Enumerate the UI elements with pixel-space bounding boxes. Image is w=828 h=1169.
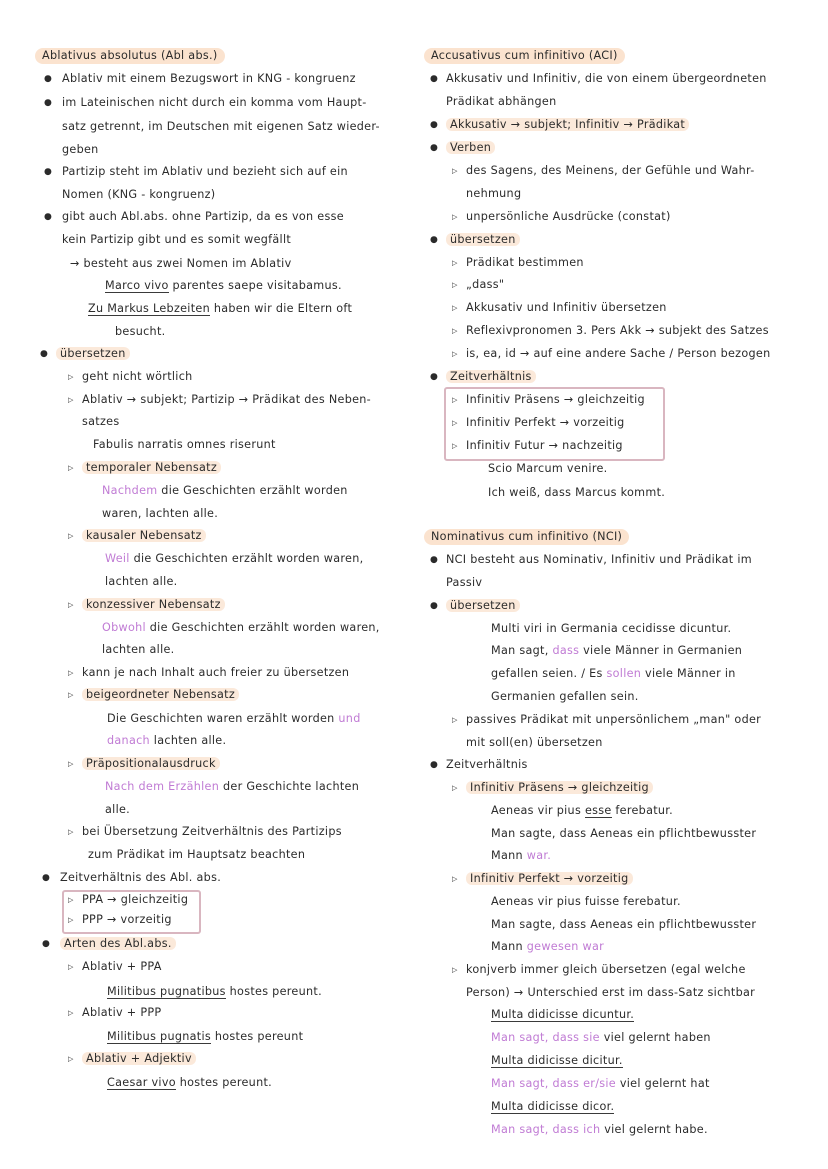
- heading-zeitverhaeltnis: Zeitverhältnis des Abl. abs.: [60, 871, 222, 884]
- note-line: Partizip steht im Ablativ und bezieht sich auf ein: [62, 165, 348, 178]
- example-latin: Fabulis narratis omnes riserunt: [93, 438, 276, 451]
- triangle-bullet: ▷: [68, 963, 74, 971]
- note-line: Infinitiv Futur → nachzeitig: [466, 439, 623, 452]
- example-german: Man sagt, dass ich viel gelernt habe.: [491, 1123, 708, 1136]
- example-latin: Aeneas vir pius esse ferebatur.: [491, 804, 674, 817]
- triangle-bullet: ▷: [452, 167, 458, 175]
- note-line: Akkusativ und Infinitiv übersetzen: [466, 301, 667, 314]
- example-german: Mann gewesen war: [491, 940, 605, 953]
- heading-ablativus-absolutus: Ablativus absolutus (Abl abs.): [35, 49, 225, 63]
- triangle-bullet: ▷: [68, 532, 74, 540]
- note-line: Ablativ mit einem Bezugswort in KNG - kongruenz: [62, 72, 356, 85]
- note-line: des Sagens, des Meinens, der Gefühle und Wahr-: [466, 164, 755, 177]
- note-line: „dass": [466, 278, 505, 291]
- triangle-bullet: ▷: [452, 281, 458, 289]
- example-german: Man sagt, dass viele Männer in Germanien: [491, 644, 743, 657]
- note-line: is, ea, id → auf eine andere Sache / Person bezogen: [466, 347, 771, 360]
- note-line: satz getrennt, im Deutschen mit eigenen Satz wieder-: [62, 120, 380, 133]
- triangle-bullet: ▷: [68, 396, 74, 404]
- bullet: ●: [430, 601, 438, 611]
- bullet: ●: [430, 143, 438, 153]
- note-line: lachten alle.: [102, 643, 175, 656]
- note-line: Infinitiv Präsens → gleichzeitig: [466, 393, 645, 406]
- note-line: Akkusativ und Infinitiv, die von einem übergeordneten: [446, 72, 767, 85]
- bullet: ●: [44, 212, 52, 222]
- heading-arten: Arten des Abl.abs.: [60, 937, 176, 951]
- triangle-bullet: ▷: [452, 327, 458, 335]
- triangle-bullet: ▷: [68, 1055, 74, 1063]
- heading-uebersetzen: übersetzen: [56, 347, 130, 361]
- example-german: Nach dem Erzählen der Geschichte lachten: [105, 780, 360, 793]
- note-line: Ablativ + PPP: [82, 1006, 162, 1019]
- note-line: lachten alle.: [105, 575, 178, 588]
- bullet: ●: [430, 120, 438, 130]
- example-german: Mann war.: [491, 849, 552, 862]
- example-latin: Scio Marcum venire.: [488, 462, 608, 475]
- subheading: konzessiver Nebensatz: [82, 598, 225, 612]
- note-line: Person) → Unterschied erst im dass-Satz sichtbar: [466, 986, 756, 999]
- note-line: zum Prädikat im Hauptsatz beachten: [88, 848, 306, 861]
- triangle-bullet: ▷: [68, 669, 74, 677]
- note-line: nehmung: [466, 187, 522, 200]
- example-latin: Marco vivo parentes saepe visitabamus.: [105, 279, 342, 292]
- subheading: übersetzen: [446, 233, 520, 247]
- subheading: übersetzen: [446, 599, 520, 613]
- bullet: ●: [430, 555, 438, 565]
- note-line: alle.: [105, 803, 131, 816]
- note-line: geht nicht wörtlich: [82, 370, 193, 383]
- example-german: Obwohl die Geschichten erzählt worden waren,: [102, 621, 380, 634]
- triangle-bullet: ▷: [452, 966, 458, 974]
- triangle-bullet: ▷: [452, 304, 458, 312]
- triangle-bullet: ▷: [452, 350, 458, 358]
- bullet: ●: [430, 74, 438, 84]
- note-line: kann je nach Inhalt auch freier zu übersetzen: [82, 666, 350, 679]
- note-line: waren, lachten alle.: [102, 507, 219, 520]
- subheading: Infinitiv Perfekt → vorzeitig: [466, 872, 633, 886]
- note-line: PPA → gleichzeitig: [82, 893, 189, 906]
- subheading: beigeordneter Nebensatz: [82, 688, 239, 702]
- bullet: ●: [44, 74, 52, 84]
- example-latin: Multa didicisse dicor.: [491, 1100, 615, 1113]
- note-line: passives Prädikat mit unpersönlichem „man" oder: [466, 713, 762, 726]
- example-german: Weil die Geschichten erzählt worden waren,: [105, 552, 364, 565]
- triangle-bullet: ▷: [68, 1009, 74, 1017]
- triangle-bullet: ▷: [452, 213, 458, 221]
- note-line: satzes: [82, 415, 120, 428]
- triangle-bullet: ▷: [68, 691, 74, 699]
- bullet: ●: [430, 760, 438, 770]
- note-line: → besteht aus zwei Nomen im Ablativ: [70, 257, 292, 270]
- bullet: ●: [430, 235, 438, 245]
- note-line: kein Partizip gibt und es somit wegfällt: [62, 233, 292, 246]
- subheading: temporaler Nebensatz: [82, 461, 221, 475]
- note-line: Ablativ + PPA: [82, 960, 162, 973]
- bullet: ●: [44, 98, 52, 108]
- note-line: besucht.: [115, 325, 166, 338]
- example-german: danach lachten alle.: [107, 734, 227, 747]
- note-line: NCI besteht aus Nominativ, Infinitiv und Prädikat im: [446, 553, 752, 566]
- triangle-bullet: ▷: [68, 828, 74, 836]
- triangle-bullet: ▷: [452, 875, 458, 883]
- note-line: Reflexivpronomen 3. Pers Akk → subjekt des Satzes: [466, 324, 769, 337]
- example-german: Man sagt, dass er/sie viel gelernt hat: [491, 1077, 710, 1090]
- note-line: mit soll(en) übersetzen: [466, 736, 603, 749]
- example-latin: Aeneas vir pius fuisse ferebatur.: [491, 895, 681, 908]
- triangle-bullet: ▷: [452, 419, 458, 427]
- note-line: Passiv: [446, 576, 483, 589]
- heading-aci: Accusativus cum infinitivo (ACI): [424, 49, 625, 63]
- example-latin: Multa didicisse dicuntur.: [491, 1008, 635, 1021]
- note-line: im Lateinischen nicht durch ein komma vom Haupt-: [62, 96, 367, 109]
- note-line: Prädikat bestimmen: [466, 256, 584, 269]
- example-latin: Militibus pugnatibus hostes pereunt.: [107, 985, 322, 998]
- bullet: ●: [44, 167, 52, 177]
- subheading: Zeitverhältnis: [446, 370, 536, 384]
- example-german: Die Geschichten waren erzählt worden und: [107, 712, 361, 725]
- example-latin: Caesar vivo hostes pereunt.: [107, 1076, 273, 1089]
- triangle-bullet: ▷: [452, 716, 458, 724]
- note-line: Prädikat abhängen: [446, 95, 557, 108]
- subheading: kausaler Nebensatz: [82, 529, 206, 543]
- triangle-bullet: ▷: [68, 601, 74, 609]
- note-line: gibt auch Abl.abs. ohne Partizip, da es von esse: [62, 210, 344, 223]
- triangle-bullet: ▷: [68, 373, 74, 381]
- example-latin: Multa didicisse dicitur.: [491, 1054, 623, 1067]
- note-line: unpersönliche Ausdrücke (constat): [466, 210, 671, 223]
- note-line: geben: [62, 143, 99, 156]
- bullet: ●: [40, 349, 48, 359]
- bullet: ●: [42, 873, 50, 883]
- triangle-bullet: ▷: [452, 784, 458, 792]
- subheading: Infinitiv Präsens → gleichzeitig: [466, 781, 653, 795]
- note-line: bei Übersetzung Zeitverhältnis des Partizips: [82, 825, 342, 838]
- bullet: ●: [430, 372, 438, 382]
- subheading: Zeitverhältnis: [446, 758, 528, 771]
- bullet: ●: [42, 939, 50, 949]
- note-line: Nomen (KNG - kongruenz): [62, 188, 216, 201]
- note-line: Infinitiv Perfekt → vorzeitig: [466, 416, 625, 429]
- example-german: Man sagte, dass Aeneas ein pflichtbewusster: [491, 827, 757, 840]
- example-german: gefallen seien. / Es sollen viele Männer in: [491, 667, 736, 680]
- example-german: Germanien gefallen sein.: [491, 690, 639, 703]
- note-line: PPP → vorzeitig: [82, 913, 172, 926]
- triangle-bullet: ▷: [452, 442, 458, 450]
- heading-nci: Nominativus cum infinitivo (NCI): [424, 530, 629, 544]
- triangle-bullet: ▷: [68, 760, 74, 768]
- rule-line: Akkusativ → subjekt; Infinitiv → Prädikat: [446, 118, 689, 132]
- note-line: Ablativ → subjekt; Partizip → Prädikat des Neben-: [82, 393, 372, 406]
- example-german: Zu Markus Lebzeiten haben wir die Eltern oft: [88, 302, 353, 315]
- triangle-bullet: ▷: [68, 896, 74, 904]
- triangle-bullet: ▷: [452, 396, 458, 404]
- subheading: Verben: [446, 141, 495, 155]
- triangle-bullet: ▷: [452, 259, 458, 267]
- subheading: Ablativ + Adjektiv: [82, 1052, 196, 1066]
- example-latin: Multi viri in Germania cecidisse dicuntur.: [491, 622, 732, 635]
- example-german: Ich weiß, dass Marcus kommt.: [488, 486, 666, 499]
- note-line: konjverb immer gleich übersetzen (egal welche: [466, 963, 746, 976]
- example-german: Nachdem die Geschichten erzählt worden: [102, 484, 348, 497]
- example-latin: Militibus pugnatis hostes pereunt: [107, 1030, 304, 1043]
- triangle-bullet: ▷: [68, 464, 74, 472]
- example-german: Man sagte, dass Aeneas ein pflichtbewusster: [491, 918, 757, 931]
- example-german: Man sagt, dass sie viel gelernt haben: [491, 1031, 711, 1044]
- subheading: Präpositionalausdruck: [82, 757, 220, 771]
- triangle-bullet: ▷: [68, 916, 74, 924]
